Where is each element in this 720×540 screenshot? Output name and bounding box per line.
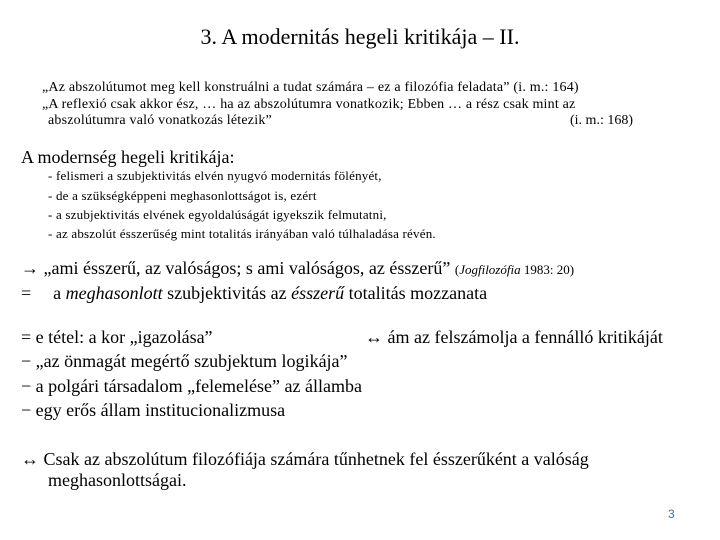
equals-sign: = [21, 283, 32, 303]
slide-title: 3. A modernitás hegeli kritikája – II. [200, 24, 520, 49]
list-item: - de a szükségképpeni meghasonlottságot is, ezért [48, 188, 317, 203]
quote-citation: (i. m.: 168) [570, 113, 633, 128]
arrow-quote-line [21, 258, 574, 279]
quote-line-1: „Az abszolútumot meg kell konstruálni a tudat számára – ez a filozófia feladata” (i. m.: 164) [42, 80, 579, 95]
thesis-line-1-left: = e tétel: a kor „igazolása” [21, 327, 213, 347]
section-heading: A modernség hegeli kritikája: [21, 147, 235, 167]
conclusion-line-2: meghasonlottságai. [48, 470, 187, 490]
list-item: - a szubjektivitás elvének egyoldalúságát igyekszik felmutatni, [48, 207, 387, 222]
citation-open: ( [454, 262, 460, 277]
list-item: - az abszolút ésszerűség mint totalitás irányában való túlhaladása révén. [48, 226, 436, 241]
thesis-line-1-right: ↔ ám az felszámolja a fennálló kritikáját [365, 327, 663, 347]
equals-prefix: a [53, 283, 66, 303]
citation-title: Jogfilozófia [459, 262, 521, 277]
thesis-line-4: − egy erős állam institucionalizmusa [21, 400, 286, 420]
equals-italic-2: ésszerű [291, 283, 345, 303]
equals-line [21, 283, 487, 304]
equals-middle: szubjektivitás az [162, 283, 292, 303]
thesis-line-2: − „az önmagát megértő szubjektum logikája” [21, 351, 348, 371]
page-number: 3 [668, 507, 675, 521]
arrow-quote-text: → „ami ésszerű, az valóságos; s ami valóságos, az ésszerű” [21, 258, 451, 278]
equals-suffix: totalitás mozzanata [344, 283, 488, 303]
citation-rest: 1983: 20) [520, 262, 575, 277]
arrow-quote-citation [455, 262, 574, 277]
conclusion-line-1: ↔ Csak az abszolútum filozófiája számára tűnhetnek fel ésszerűként a valóság [21, 449, 589, 469]
equals-italic-1: meghasonlott [65, 283, 163, 303]
quote-line-3: abszolútumra való vonatkozás létezik” [48, 113, 272, 128]
list-item: - felismeri a szubjektivitás elvén nyugvó modernitás fölényét, [48, 168, 382, 183]
thesis-line-3: − a polgári társadalom „felemelése” az államba [21, 376, 362, 396]
quote-line-2: „A reflexió csak akkor ész, … ha az abszolútumra vonatkozik; Ebben … a rész csak mint az [42, 97, 576, 112]
